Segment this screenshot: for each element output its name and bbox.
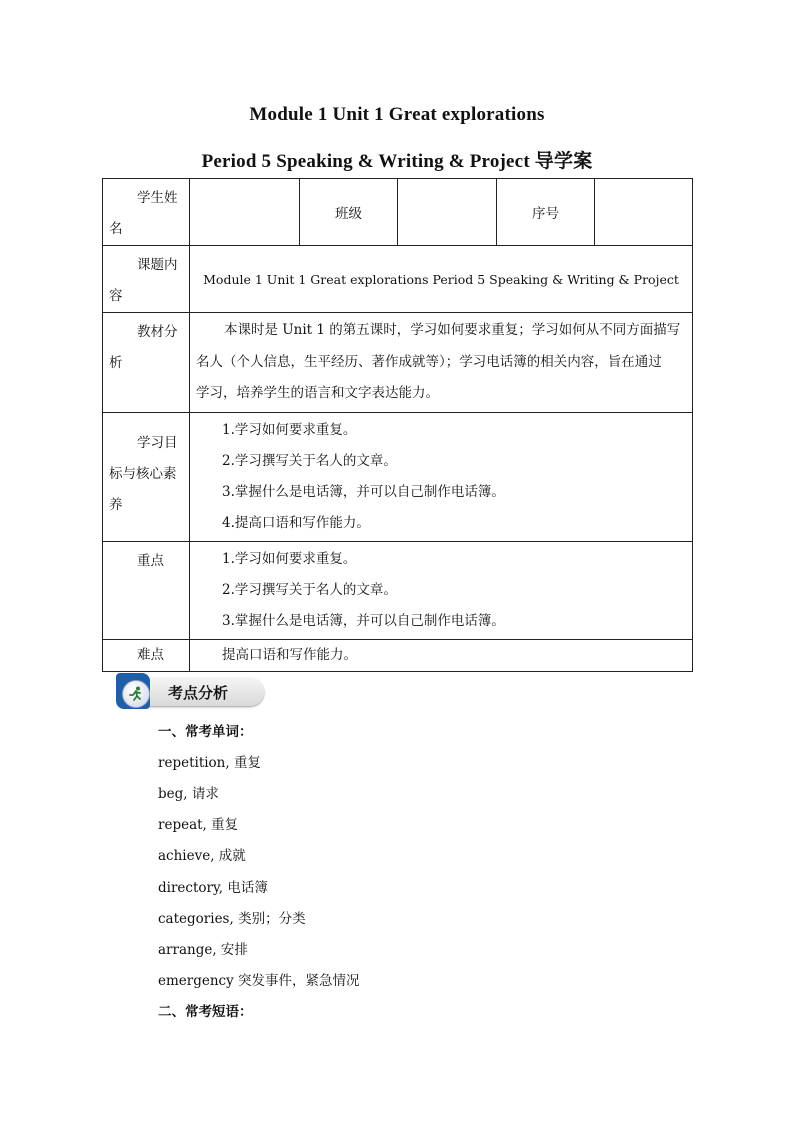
phrases-heading: 二、常考短语： (158, 1004, 253, 1020)
badge-label: 考点分析 (168, 684, 229, 702)
difficulty-label: 难点 (103, 639, 190, 671)
list-item: 1.学习如何要求重复。 (222, 550, 357, 567)
analysis-text: 本课时是 Unit 1 的第五课时，学习如何要求重复；学习如何从不同方面描写 名人（个人信息，生平经历、著作成就等）；学习电话簿的相关内容，旨在通过 学习，培养学生的语言和文字表达能力。 (190, 313, 693, 413)
list-item: 3.掌握什么是电话簿，并可以自己制作电话簿。 (222, 612, 505, 629)
lesson-info-table (102, 178, 693, 672)
key-points-list (190, 541, 693, 639)
key-label: 重点 (103, 541, 190, 639)
list-item: 2.学习撰写关于名人的文章。 (222, 581, 397, 598)
number-label: 序号 (497, 179, 595, 246)
list-item: arrange, 安排 (158, 942, 248, 958)
runner-icon (122, 680, 150, 708)
list-item: 1.学习如何要求重复。 (222, 421, 357, 438)
words-heading: 一、常考单词： (158, 724, 253, 740)
lesson-label: 课题内 容 (103, 246, 190, 313)
class-label: 班级 (300, 179, 398, 246)
list-item: categories, 类别；分类 (158, 911, 306, 927)
list-item: achieve, 成就 (158, 848, 246, 864)
student-name-label: 学生姓 名 (103, 179, 190, 246)
list-item: 3.掌握什么是电话簿，并可以自己制作电话簿。 (222, 483, 505, 500)
goals-label: 学习目 标与核心素 养 (103, 412, 190, 541)
list-item: emergency 突发事件，紧急情况 (158, 973, 360, 989)
list-item: directory, 电话簿 (158, 880, 268, 896)
document-title: Module 1 Unit 1 Great explorations (249, 104, 545, 125)
document-subtitle: Period 5 Speaking & Writing & Project 导学案 (201, 151, 593, 172)
student-name-field[interactable] (190, 179, 300, 246)
list-item: beg, 请求 (158, 786, 219, 802)
class-field[interactable] (398, 179, 497, 246)
list-item: repeat, 重复 (158, 817, 239, 833)
analysis-label: 教材分 析 (103, 313, 190, 413)
difficulty-value: 提高口语和写作能力。 (190, 639, 693, 671)
number-field[interactable] (595, 179, 693, 246)
list-item: 4.提高口语和写作能力。 (222, 514, 370, 531)
list-item: 2.学习撰写关于名人的文章。 (222, 452, 397, 469)
section-badge (116, 673, 266, 711)
lesson-value: Module 1 Unit 1 Great explorations Period 5 Speaking & Writing & Project (190, 246, 693, 313)
goals-list (190, 412, 693, 541)
list-item: repetition, 重复 (158, 755, 261, 771)
